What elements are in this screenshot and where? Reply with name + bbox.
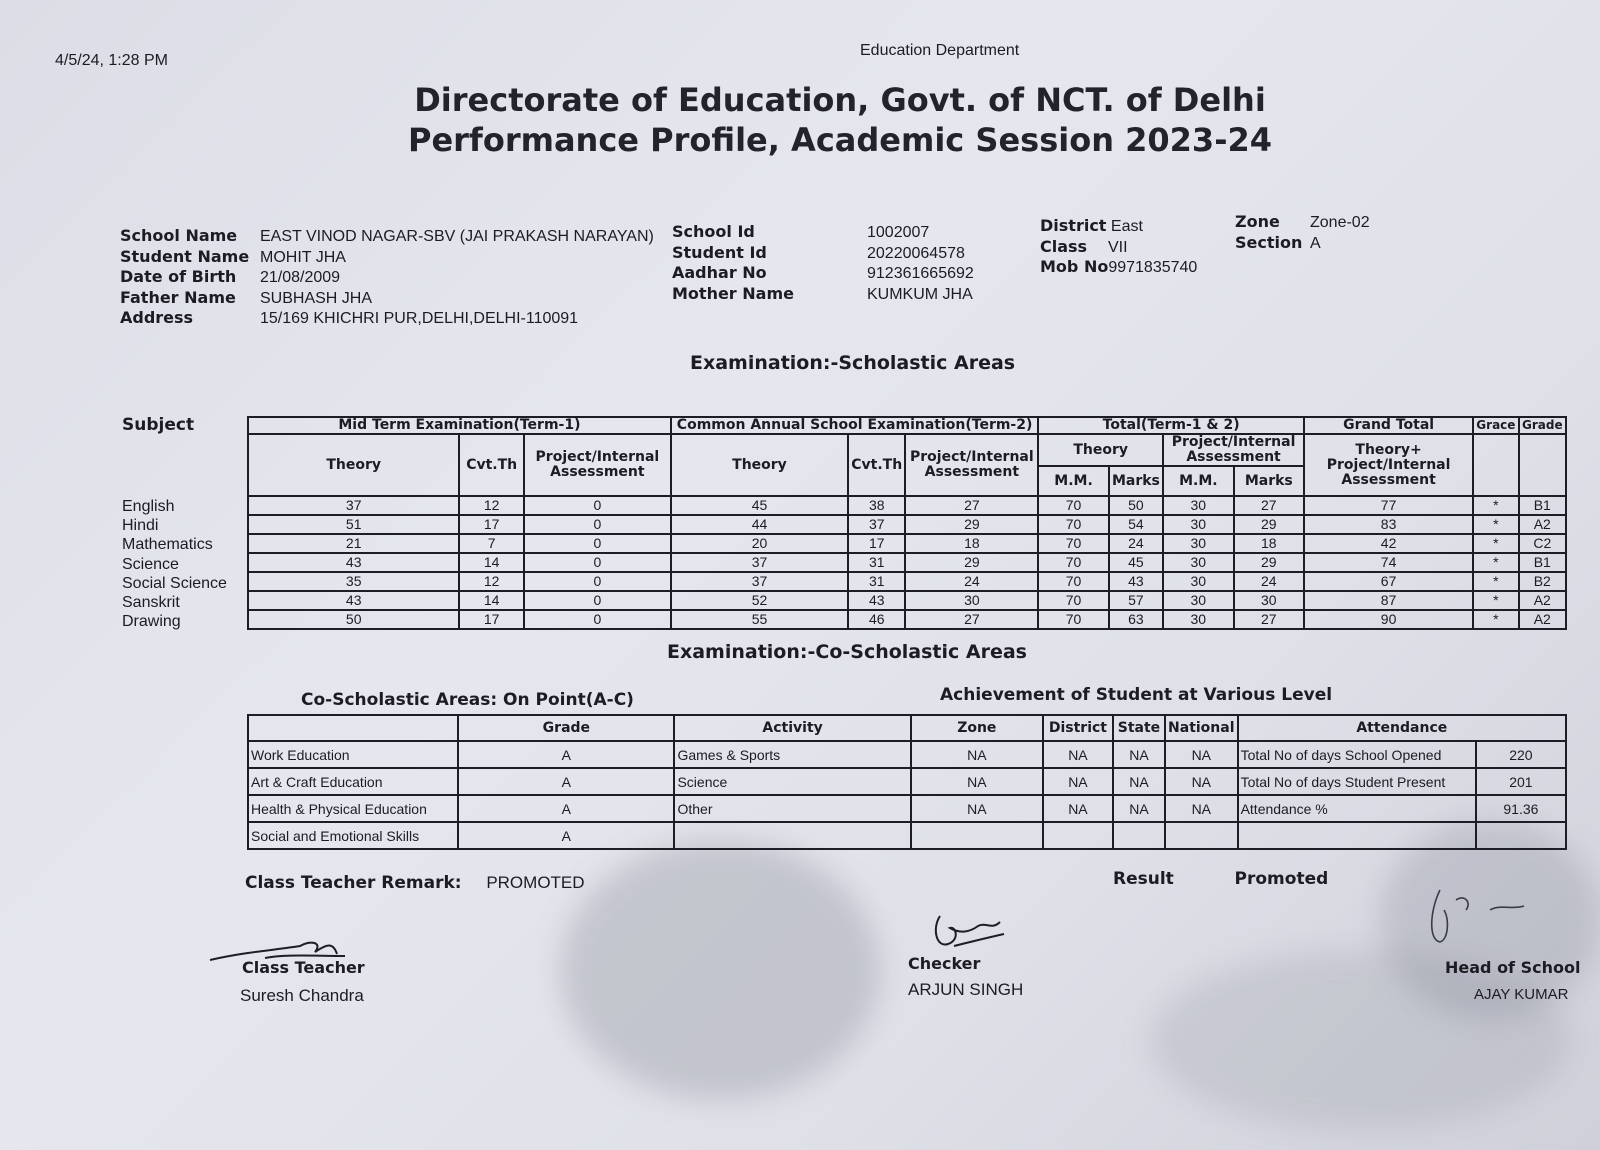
cell-grade: B1 [1519, 553, 1566, 572]
mother-name-label: Mother Name [672, 283, 794, 303]
co-scholastic-row [248, 822, 1566, 849]
student-id-value: 20220064578 [867, 244, 965, 262]
father-name-value: SUBHASH JHA [260, 289, 373, 307]
cell-th-marks: 63 [1109, 610, 1163, 629]
total-header: Total(Term-1 & 2) [1038, 417, 1304, 434]
cell-pr-mm: 30 [1163, 534, 1233, 553]
activity-zone: NA [911, 741, 1043, 768]
cell-t1-cvt: 17 [459, 610, 523, 629]
activity-national: NA [1165, 741, 1238, 768]
cell-th-marks: 50 [1109, 496, 1163, 515]
cell-t2-proj: 27 [905, 610, 1038, 629]
cell-grace: * [1473, 553, 1518, 572]
activity-header: Activity [674, 715, 910, 741]
cell-pr-marks: 29 [1234, 553, 1304, 572]
student-name-label: Student Name [120, 246, 250, 266]
cell-th-marks: 57 [1109, 591, 1163, 610]
cell-t2-proj: 18 [905, 534, 1038, 553]
cell-t1-theory: 43 [248, 553, 459, 572]
cell-t2-theory: 52 [671, 591, 848, 610]
district-label: District [1040, 216, 1107, 235]
cell-pr-mm: 30 [1163, 553, 1233, 572]
result-label: Result [1113, 869, 1174, 889]
cell-grace: * [1473, 591, 1518, 610]
theory-marks-header: Marks [1109, 466, 1163, 496]
cell-pr-marks: 29 [1234, 515, 1304, 534]
attendance-label: Total No of days Student Present [1238, 768, 1476, 795]
activity-district [1043, 822, 1113, 849]
cell-t2-cvt: 31 [848, 572, 905, 591]
cell-t2-cvt: 38 [848, 496, 905, 515]
total-theory-header: Theory [1038, 434, 1163, 466]
co-scholastic-row [248, 795, 1566, 822]
cell-t1-theory: 21 [248, 534, 459, 553]
project-mm-header: M.M. [1163, 466, 1233, 496]
cell-t2-cvt: 46 [848, 610, 905, 629]
section-value: A [1310, 234, 1321, 252]
dob-value: 21/08/2009 [260, 269, 341, 286]
cell-grace: * [1473, 534, 1518, 553]
attendance-label [1238, 822, 1476, 849]
cell-pr-mm: 30 [1163, 591, 1233, 610]
scholastic-section-title: Examination:-Scholastic Areas [690, 352, 1016, 374]
attendance-value: 201 [1476, 768, 1566, 795]
cell-th-mm: 70 [1038, 515, 1108, 534]
subject-column-label: Subject [122, 415, 195, 435]
cell-grade: B2 [1519, 572, 1566, 591]
project-marks-header: Marks [1234, 466, 1304, 496]
area-grade: A [458, 795, 674, 822]
zone-label: Zone [1235, 212, 1280, 231]
activity-state: NA [1113, 741, 1165, 768]
cell-grand-total: 90 [1304, 610, 1473, 629]
scholastic-row [248, 572, 1566, 591]
cell-t1-cvt: 7 [459, 534, 523, 553]
cell-t1-theory: 35 [248, 572, 459, 591]
scholastic-row [248, 496, 1566, 515]
cell-t2-proj: 29 [905, 515, 1038, 534]
teacher-remark-label: Class Teacher Remark: [245, 873, 462, 893]
teacher-remark-value: PROMOTED [486, 873, 585, 892]
theory-mm-header: M.M. [1038, 466, 1108, 496]
cell-t2-theory: 45 [671, 496, 848, 515]
cell-t1-proj: 0 [524, 496, 671, 515]
attendance-value: 91.36 [1476, 795, 1566, 822]
dob-label: Date of Birth [120, 267, 237, 286]
attendance-value: 220 [1476, 741, 1566, 768]
activity-state [1113, 822, 1165, 849]
cell-th-mm: 70 [1038, 572, 1108, 591]
activity-national: NA [1165, 768, 1238, 795]
cell-t1-cvt: 12 [459, 572, 523, 591]
cell-t1-cvt: 14 [459, 553, 523, 572]
checker-name: ARJUN SINGH [908, 980, 1024, 999]
cell-grade: A2 [1519, 610, 1566, 629]
activity-zone [911, 822, 1043, 849]
attendance-header: Attendance [1238, 715, 1566, 741]
checker-signature [930, 908, 1010, 958]
co-scholastic-row [248, 768, 1566, 795]
title-line-2: Performance Profile, Academic Session 2023-24 [407, 121, 1272, 159]
cell-t2-theory: 20 [671, 534, 848, 553]
t2-cvt-header: Cvt.Th [848, 434, 905, 496]
scholastic-table [247, 416, 1567, 630]
state-header: State [1113, 715, 1165, 741]
t1-cvt-header: Cvt.Th [459, 434, 523, 496]
subject-list [122, 497, 227, 631]
co-scholastic-left-title: Co-Scholastic Areas: On Point(A-C) [301, 690, 634, 710]
activity-state: NA [1113, 768, 1165, 795]
school-name-label: School Name [120, 226, 238, 245]
cell-grace: * [1473, 496, 1518, 515]
scholastic-row [248, 534, 1566, 553]
cell-t1-theory: 43 [248, 591, 459, 610]
activity-district: NA [1043, 795, 1113, 822]
school-id-value: 1002007 [867, 224, 930, 241]
cell-th-marks: 54 [1109, 515, 1163, 534]
subject-name: Science [122, 555, 179, 573]
subject-name: English [122, 498, 175, 515]
area-name: Work Education [248, 741, 458, 768]
cell-t2-theory: 37 [671, 553, 848, 572]
co-grade-header: Grade [458, 715, 674, 741]
student-info-middle [672, 222, 974, 304]
area-name: Health & Physical Education [248, 795, 458, 822]
cell-t2-cvt: 43 [848, 591, 905, 610]
cell-t1-cvt: 12 [459, 496, 523, 515]
cell-th-mm: 70 [1038, 610, 1108, 629]
cell-t2-cvt: 31 [848, 553, 905, 572]
cell-grand-total: 87 [1304, 591, 1473, 610]
t1-theory-header: Theory [248, 434, 459, 496]
district-header: District [1043, 715, 1113, 741]
section-label: Section [1235, 232, 1303, 252]
cell-grade: A2 [1519, 515, 1566, 534]
cell-t1-theory: 37 [248, 496, 459, 515]
cell-grace: * [1473, 572, 1518, 591]
grade-subheader [1519, 434, 1566, 496]
cell-grade: C2 [1519, 534, 1566, 553]
activity-state: NA [1113, 795, 1165, 822]
result [1113, 869, 1328, 889]
subject-name: Mathematics [122, 536, 213, 554]
cell-pr-mm: 30 [1163, 496, 1233, 515]
cell-th-mm: 70 [1038, 496, 1108, 515]
cell-t1-proj: 0 [524, 572, 671, 591]
scholastic-table-body [248, 496, 1566, 629]
cell-t2-theory: 55 [671, 610, 848, 629]
area-name: Social and Emotional Skills [248, 822, 458, 849]
activity-name: Other [674, 795, 910, 822]
area-grade: A [458, 741, 674, 768]
cell-pr-marks: 18 [1234, 534, 1304, 553]
subject-name: Hindi [122, 517, 159, 535]
print-timestamp: 4/5/24, 1:28 PM [55, 52, 168, 69]
cell-grand-total: 67 [1304, 572, 1473, 591]
subject-name: Social Science [122, 574, 227, 592]
attendance-label: Total No of days School Opened [1238, 741, 1476, 768]
attendance-label: Attendance % [1238, 795, 1476, 822]
term1-header: Mid Term Examination(Term-1) [248, 417, 671, 434]
cell-t1-proj: 0 [524, 515, 671, 534]
head-of-school-signature [1420, 880, 1540, 950]
school-id-label: School Id [672, 222, 755, 241]
cell-grand-total: 74 [1304, 553, 1473, 572]
cell-t1-proj: 0 [524, 591, 671, 610]
cell-t1-proj: 0 [524, 534, 671, 553]
head-of-school-title: Head of School [1445, 958, 1581, 977]
cell-pr-marks: 30 [1234, 591, 1304, 610]
district-value: East [1110, 218, 1143, 235]
grand-total-header: Grand Total [1304, 417, 1473, 434]
activity-zone: NA [911, 795, 1043, 822]
area-grade: A [458, 768, 674, 795]
class-value: VII [1108, 238, 1128, 256]
cell-th-marks: 45 [1109, 553, 1163, 572]
title-line-1: Directorate of Education, Govt. of NCT. of Delhi [414, 81, 1266, 119]
co-scholastic-section-title: Examination:-Co-Scholastic Areas [667, 641, 1027, 663]
cell-pr-mm: 30 [1163, 515, 1233, 534]
activity-district: NA [1043, 768, 1113, 795]
cell-pr-marks: 24 [1234, 572, 1304, 591]
document-title [400, 80, 1280, 160]
cell-t1-cvt: 14 [459, 591, 523, 610]
student-name-value: MOHIT JHA [260, 248, 346, 266]
student-info-right [1040, 216, 1197, 278]
cell-grace: * [1473, 515, 1518, 534]
area-header [248, 715, 458, 741]
cell-pr-mm: 30 [1163, 572, 1233, 591]
cell-th-marks: 43 [1109, 572, 1163, 591]
t2-theory-header: Theory [671, 434, 848, 496]
scholastic-row [248, 610, 1566, 629]
scholastic-row [248, 553, 1566, 572]
cell-th-mm: 70 [1038, 534, 1108, 553]
cell-t1-theory: 51 [248, 515, 459, 534]
activity-name: Games & Sports [674, 741, 910, 768]
student-info-far-right [1235, 212, 1370, 253]
cell-pr-marks: 27 [1234, 496, 1304, 515]
cell-t2-cvt: 17 [848, 534, 905, 553]
cell-t2-proj: 24 [905, 572, 1038, 591]
cell-th-mm: 70 [1038, 591, 1108, 610]
mobile-label: Mob No [1040, 257, 1109, 276]
cell-grace: * [1473, 610, 1518, 629]
cell-t2-proj: 29 [905, 553, 1038, 572]
t2-project-header: Project/Internal Assessment [905, 434, 1038, 496]
term2-header: Common Annual School Examination(Term-2) [671, 417, 1038, 434]
cell-t2-proj: 30 [905, 591, 1038, 610]
cell-pr-mm: 30 [1163, 610, 1233, 629]
activity-national [1165, 822, 1238, 849]
grace-subheader [1473, 434, 1518, 496]
cell-th-mm: 70 [1038, 553, 1108, 572]
attendance-value [1476, 822, 1566, 849]
mobile-value: 9971835740 [1108, 259, 1198, 276]
activity-district: NA [1043, 741, 1113, 768]
cell-grand-total: 77 [1304, 496, 1473, 515]
cell-grand-total: 42 [1304, 534, 1473, 553]
co-scholastic-table [247, 714, 1567, 850]
cell-t1-proj: 0 [524, 610, 671, 629]
activity-national: NA [1165, 795, 1238, 822]
grade-header: Grade [1519, 417, 1566, 434]
aadhar-value: 912361665692 [867, 265, 974, 282]
zone-value: Zone-02 [1310, 214, 1370, 231]
cell-t2-theory: 44 [671, 515, 848, 534]
aadhar-label: Aadhar No [672, 263, 767, 282]
activity-name [674, 822, 910, 849]
cell-pr-marks: 27 [1234, 610, 1304, 629]
result-value: Promoted [1234, 869, 1329, 889]
cell-t2-theory: 37 [671, 572, 848, 591]
cell-t1-cvt: 17 [459, 515, 523, 534]
head-of-school-name: AJAY KUMAR [1474, 986, 1569, 1003]
co-scholastic-row [248, 741, 1566, 768]
cell-th-marks: 24 [1109, 534, 1163, 553]
subject-name: Drawing [122, 613, 181, 631]
cell-t2-proj: 27 [905, 496, 1038, 515]
grace-header: Grace [1473, 417, 1518, 434]
student-id-label: Student Id [672, 242, 767, 262]
zone-header: Zone [911, 715, 1043, 741]
cell-grade: A2 [1519, 591, 1566, 610]
subject-name: Sanskrit [122, 594, 180, 612]
area-name: Art & Craft Education [248, 768, 458, 795]
class-teacher-name: Suresh Chandra [240, 986, 364, 1005]
address-value: 15/169 KHICHRI PUR,DELHI,DELHI-110091 [260, 310, 579, 327]
cell-t2-cvt: 37 [848, 515, 905, 534]
area-grade: A [458, 822, 674, 849]
activity-zone: NA [911, 768, 1043, 795]
t1-project-header: Project/Internal Assessment [524, 434, 671, 496]
scholastic-row [248, 591, 1566, 610]
department-label: Education Department [860, 42, 1020, 59]
class-teacher-title: Class Teacher [242, 958, 365, 977]
mother-name-value: KUMKUM JHA [867, 285, 973, 303]
co-scholastic-table-body [248, 741, 1566, 849]
father-name-label: Father Name [120, 287, 236, 307]
total-project-header: Project/Internal Assessment [1163, 434, 1304, 466]
cell-grand-total: 83 [1304, 515, 1473, 534]
grand-total-subheader: Theory+ Project/Internal Assessment [1304, 434, 1473, 496]
class-label: Class [1040, 236, 1088, 256]
achievement-title: Achievement of Student at Various Level [940, 685, 1333, 705]
school-name-value: EAST VINOD NAGAR-SBV (JAI PRAKASH NARAYAN) [260, 228, 654, 245]
scholastic-row [248, 515, 1566, 534]
teacher-remark [245, 873, 585, 893]
address-label: Address [120, 308, 194, 327]
cell-t1-proj: 0 [524, 553, 671, 572]
cell-t1-theory: 50 [248, 610, 459, 629]
national-header: National [1165, 715, 1238, 741]
activity-name: Science [674, 768, 910, 795]
checker-title: Checker [908, 954, 981, 973]
cell-grade: B1 [1519, 496, 1566, 515]
student-info-left [120, 226, 654, 329]
